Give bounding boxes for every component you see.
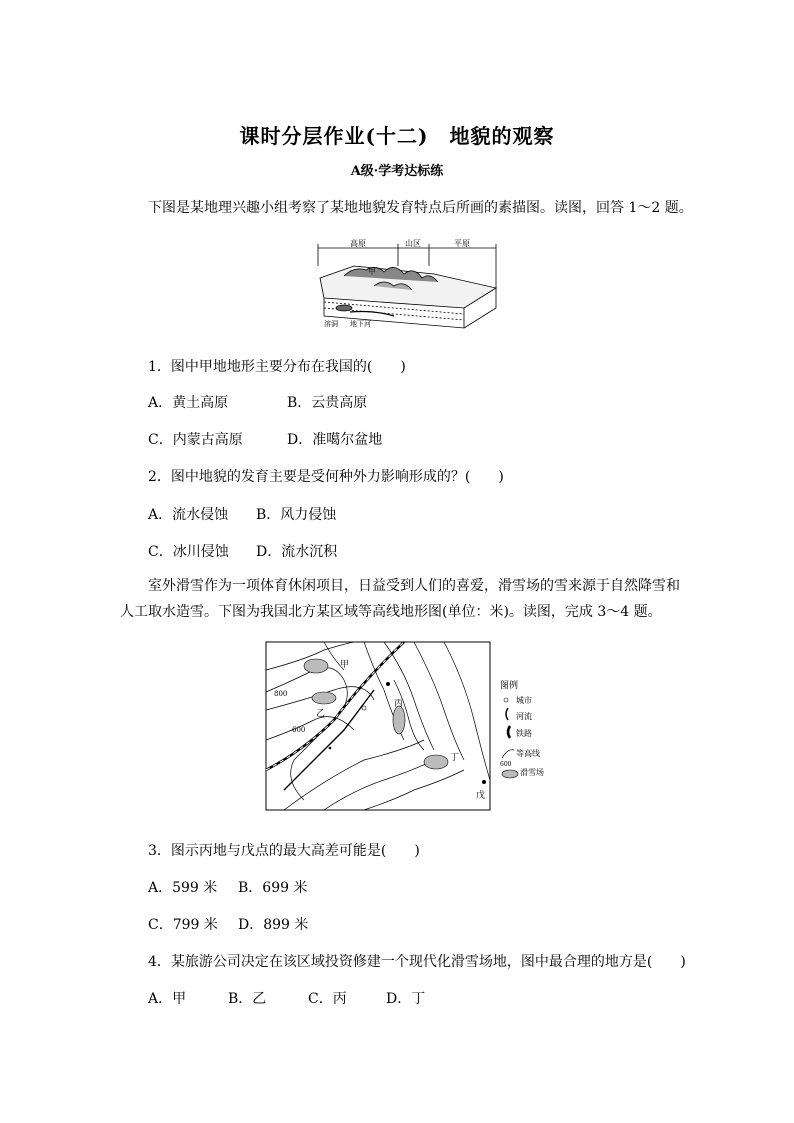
intro-paragraph-2-line-1: 室外滑雪作为一项体育休闲项目，日益受到人们的喜爱，滑雪场的雪来源于自然降雪和 (148, 578, 680, 594)
intro-paragraph-2-line-2: 人工取水造雪。下图为我国北方某区域等高线地形图(单位：米)。读图，完成 3～4 题。 (120, 604, 662, 620)
label-mountain: 山区 (405, 239, 421, 248)
page-title: 课时分层作业(十二) 地貌的观察 (239, 124, 555, 148)
q1-option-b[interactable]: B．云贵高原 (287, 395, 368, 411)
legend-city-label: 城市 (516, 696, 532, 705)
question-1-stem: 1．图中甲地地形主要分布在我国的( ) (148, 359, 406, 375)
label-underground-river: 地下河 (350, 320, 371, 328)
q3-option-c[interactable]: C．799 米 (148, 917, 218, 933)
question-3-stem: 3．图示丙地与戊点的最大高差可能是( ) (148, 843, 420, 859)
legend-city-icon (504, 698, 508, 702)
contour-label-600: 600 (292, 726, 306, 734)
section-subtitle: A级·学考达标练 (350, 164, 444, 179)
q4-option-a[interactable]: A．甲 (148, 991, 187, 1007)
label-plain: 平原 (454, 239, 470, 248)
q1-option-c[interactable]: C．内蒙古高原 (148, 432, 243, 448)
map-label-wu: 戊 (476, 791, 486, 801)
q1-option-d[interactable]: D．准噶尔盆地 (287, 432, 383, 448)
legend-river-icon (506, 708, 508, 720)
legend-ski-icon (502, 770, 518, 778)
legend-contour-value: 600 (500, 761, 512, 768)
legend-railway-icon (508, 726, 510, 738)
q2-option-b[interactable]: B．风力侵蚀 (256, 507, 337, 523)
legend-river-label: 河流 (516, 712, 532, 721)
question-4-stem: 4．某旅游公司决定在该区域投资修建一个现代化滑雪场地，图中最合理的地方是( ) (148, 954, 686, 970)
q3-option-a[interactable]: A．599 米 (148, 880, 218, 896)
map-label-bing: 丙 (394, 699, 404, 709)
karst-landform-sketch (314, 236, 500, 332)
q3-option-d[interactable]: D．899 米 (238, 917, 309, 933)
q2-option-d[interactable]: D．流水沉积 (256, 544, 338, 560)
q2-option-c[interactable]: C．冰川侵蚀 (148, 544, 229, 560)
q4-option-b[interactable]: B．乙 (228, 991, 267, 1007)
intro-paragraph-1: 下图是某地理兴趣小组考察了某地地貌发育特点后所画的素描图。读图，回答 1～2 题。 (148, 200, 693, 216)
map-label-yi: 乙 (316, 709, 326, 719)
q4-option-c[interactable]: C．丙 (308, 991, 347, 1007)
label-jia: 甲 (368, 267, 376, 276)
legend-contour-label: 等高线 (516, 749, 540, 758)
question-2-stem: 2．图中地貌的发育主要是受何种外力影响形成的？( ) (148, 469, 504, 485)
contour-map (264, 640, 564, 812)
label-plateau: 高原 (350, 239, 366, 248)
label-cave: 溶洞 (324, 320, 338, 328)
q2-option-a[interactable]: A．流水侵蚀 (148, 507, 229, 523)
contour-label-800: 800 (274, 690, 288, 698)
q4-option-d[interactable]: D．丁 (386, 991, 426, 1007)
legend-contour-icon (502, 750, 514, 758)
q3-option-b[interactable]: B．699 米 (238, 880, 308, 896)
legend-railway-label: 铁路 (516, 729, 532, 738)
map-label-jia: 甲 (340, 660, 350, 670)
legend-ski-label: 滑雪场 (520, 768, 544, 777)
q1-option-a[interactable]: A．黄土高原 (148, 395, 229, 411)
map-label-ding: 丁 (450, 753, 460, 763)
legend-title: 图例 (500, 681, 519, 691)
